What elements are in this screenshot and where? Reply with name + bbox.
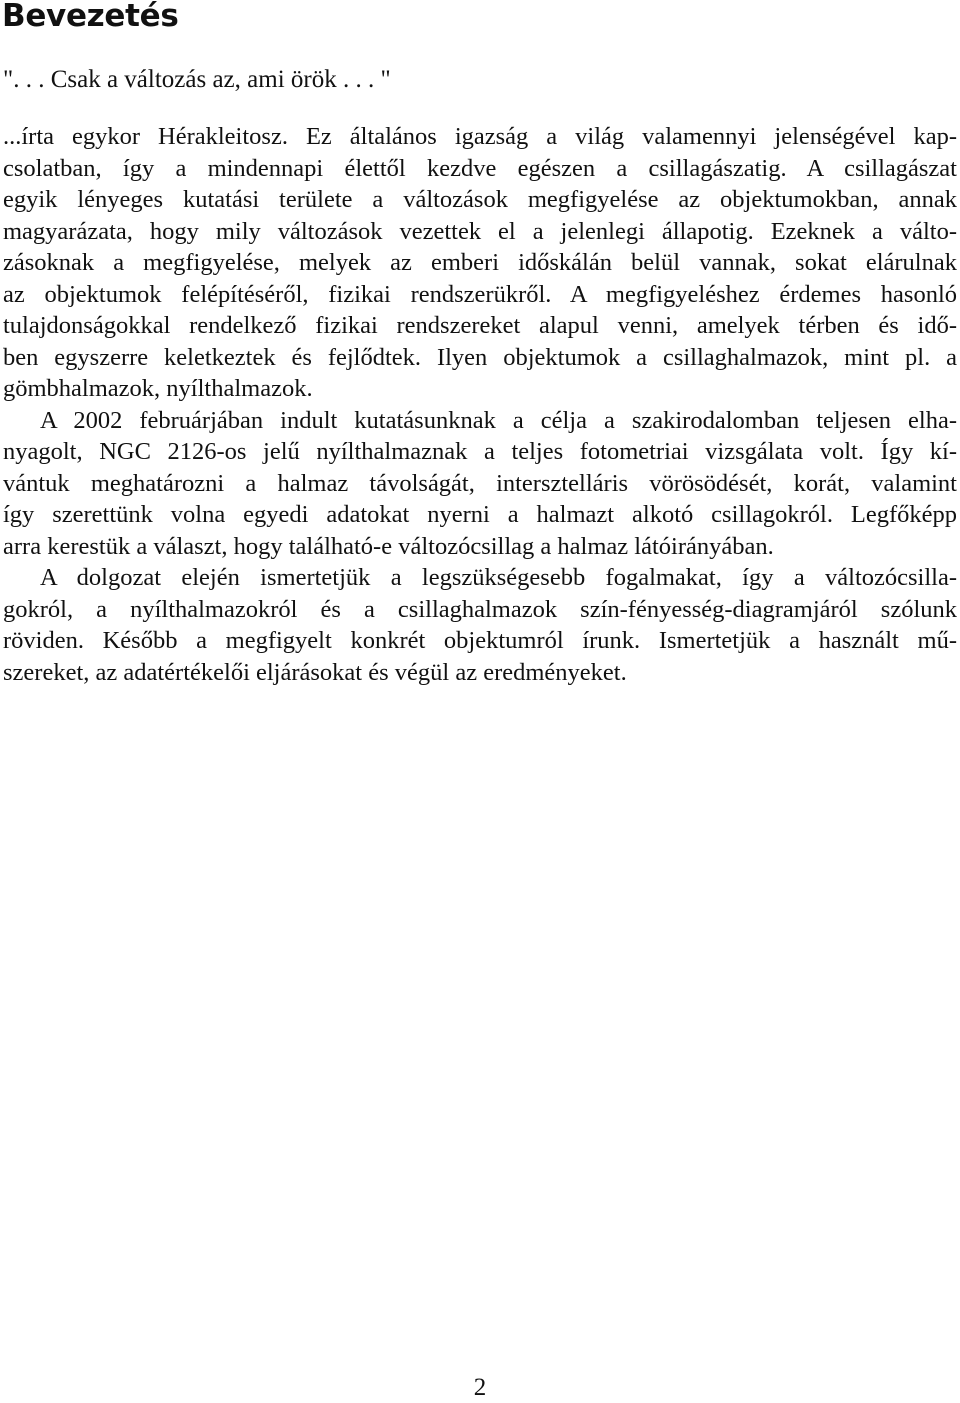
paragraph-line: az objektumok felépítéséről, fizikai rendszerükről. A megfigyeléshez érdemes hasonló xyxy=(3,280,957,308)
paragraph-line: gömbhalmazok, nyílthalmazok. xyxy=(3,375,313,402)
page-number: 2 xyxy=(473,1374,487,1401)
epigraph-quote: ". . . Csak a változás az, ami örök . . . " xyxy=(3,66,391,93)
paragraph-line: zásoknak a megfigyelése, melyek az emberi időskálán belül vannak, sokat elárulnak xyxy=(3,249,957,276)
paragraph-line: ben egyszerre keletkeztek és fejlődtek. Ilyen objektumok a csillaghalmazok, mint pl. a xyxy=(3,343,957,371)
body-text xyxy=(3,121,957,688)
paragraph-line: ...írta egykor Hérakleitosz. Ez általános igazság a világ valamennyi jelenségével kap- xyxy=(3,123,957,150)
paragraph-line: gokról, a nyílthalmazokról és a csillaghalmazok szín-fényesség-diagramjáról szólunk xyxy=(3,595,957,623)
paragraph-line: magyarázata, hogy mily változások vezettek el a jelenlegi állapotig. Ezeknek a válto- xyxy=(3,217,957,245)
paragraph-line: vántuk meghatározni a halmaz távolságát, intersztelláris vörösödését, korát, valamint xyxy=(3,469,957,497)
paragraph-line: egyik lényeges kutatási területe a változások megfigyelése az objektumokban, annak xyxy=(3,186,957,213)
paragraph-line: nyagolt, NGC 2126-os jelű nyílthalmaznak a teljes fotometriai vizsgálata volt. Így kí- xyxy=(3,438,957,465)
paragraph-1 xyxy=(3,121,957,405)
section-heading: Bevezetés xyxy=(2,0,179,34)
paragraph-line: szereket, az adatértékelői eljárásokat és végül az eredményeket. xyxy=(3,658,627,686)
paragraph-line: A 2002 februárjában indult kutatásunknak a célja a szakirodalomban teljesen elha- xyxy=(40,406,957,434)
paragraph-line: tulajdonságokkal rendelkező fizikai rendszereket alapul venni, amelyek térben és idő- xyxy=(3,312,957,339)
paragraph-2 xyxy=(3,405,957,563)
paragraph-line: arra kerestük a választ, hogy található-e változócsillag a halmaz látóirányában. xyxy=(3,532,774,560)
paragraph-line: röviden. Később a megfigyelt konkrét objektumról írunk. Ismertetjük a használt mű- xyxy=(3,627,957,654)
paragraph-line: csolatban, így a mindennapi élettől kezdve egészen a csillagászatig. A csillagászat xyxy=(3,154,957,182)
paragraph-3 xyxy=(3,562,957,688)
paragraph-line: A dolgozat elején ismertetjük a legszükségesebb fogalmakat, így a változócsilla- xyxy=(40,564,957,591)
paragraph-line: így szerettünk volna egyedi adatokat nyerni a halmazt alkotó csillagokról. Legfőképp xyxy=(3,501,957,528)
